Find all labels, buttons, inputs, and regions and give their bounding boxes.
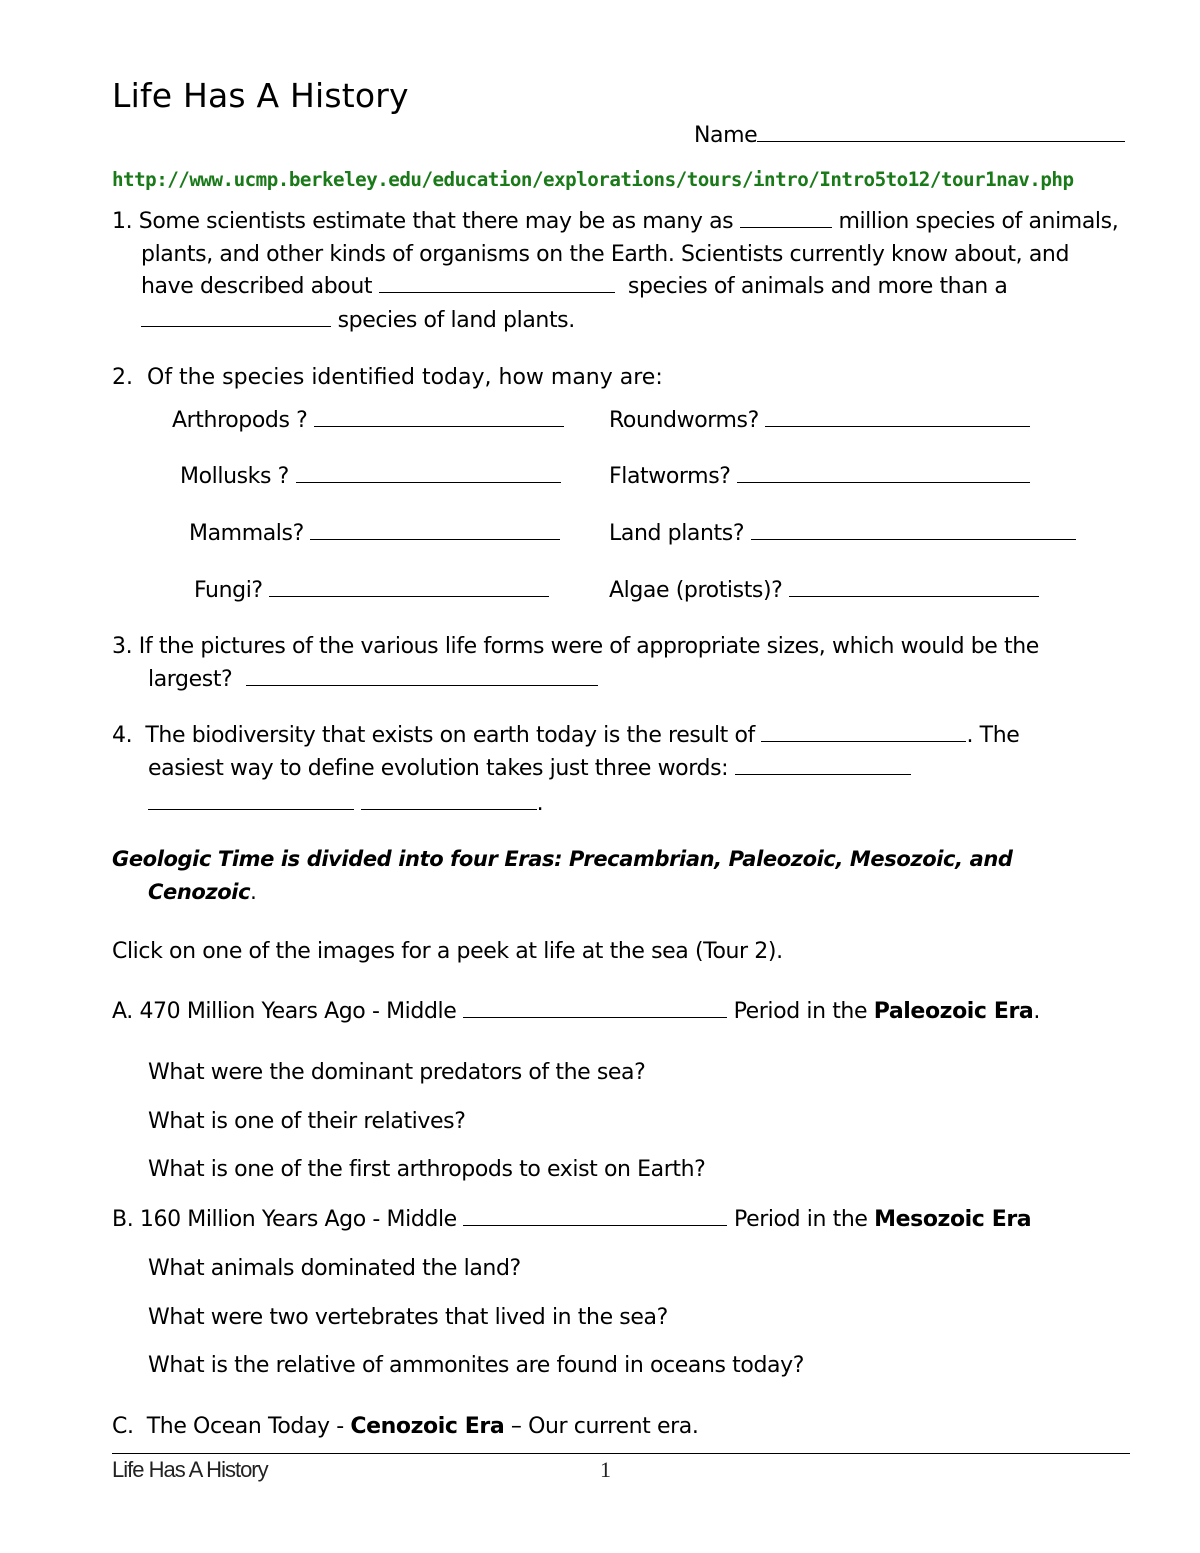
- section-b-text-a: B. 160 Million Years Ago - Middle: [112, 1207, 457, 1232]
- section-a-blank-period[interactable]: [463, 997, 727, 1018]
- footer-divider: [112, 1453, 1130, 1454]
- q4-blank-word-3[interactable]: [361, 789, 537, 810]
- section-b-question-3: What is the relative of ammonites are found in oceans today?: [148, 1353, 804, 1378]
- page-number: 1: [600, 1457, 611, 1482]
- q1-text-4: species of land plants.: [337, 308, 575, 333]
- q3-text-1: If the pictures of the various life forms were of appropriate sizes, which would be the: [138, 634, 1039, 659]
- q2-blank-algae[interactable]: [789, 576, 1039, 597]
- section-b-blank-period[interactable]: [463, 1205, 727, 1226]
- q4-text-2: easiest way to define evolution takes just three words:: [148, 756, 729, 781]
- section-a-question-2: What is one of their relatives?: [148, 1109, 466, 1134]
- q2-blank-mollusks[interactable]: [296, 462, 561, 483]
- q3-number: 3.: [112, 634, 133, 659]
- q2-blank-roundworms[interactable]: [765, 406, 1030, 427]
- q1-line-2: plants, and other kinds of organisms on the Earth. Scientists currently know about, and: [141, 242, 1070, 267]
- click-instruction: Click on one of the images for a peek at life at the sea (Tour 2).: [112, 939, 783, 964]
- q2-blank-flatworms[interactable]: [737, 462, 1030, 483]
- name-field[interactable]: [694, 120, 1125, 152]
- q1-text-1b: million species of animals,: [838, 209, 1119, 234]
- geologic-end: .: [250, 880, 257, 904]
- section-a-text-b: Period in the: [733, 999, 868, 1024]
- q4-blank-word-2[interactable]: [148, 789, 354, 810]
- q4-blank-result[interactable]: [761, 721, 966, 742]
- q1-line-1: [112, 206, 1118, 238]
- section-a-era: Paleozoic Era: [873, 999, 1034, 1024]
- q2-label-mollusks: Mollusks ?: [180, 464, 289, 489]
- q2-item-roundworms: [609, 405, 1030, 437]
- q1-line-3: [141, 271, 1008, 303]
- q2-item-land-plants: [609, 518, 1076, 550]
- name-blank[interactable]: [757, 121, 1125, 142]
- q2-item-flatworms: [609, 461, 1030, 493]
- q2-label-mammals: Mammals?: [189, 521, 304, 546]
- q3-line-2: [148, 664, 598, 696]
- q2-label-land-plants: Land plants?: [609, 521, 745, 546]
- q2-label-arthropods: Arthropods ?: [172, 408, 308, 433]
- section-a-era-end: .: [1033, 999, 1040, 1024]
- q1-line-4: [141, 305, 575, 337]
- q2-label-fungi: Fungi?: [194, 578, 263, 603]
- tour-url-link[interactable]: http://www.ucmp.berkeley.edu/education/explorations/tours/intro/Intro5to12/tour1nav.php: [112, 168, 1074, 191]
- q2-label-flatworms: Flatworms?: [609, 464, 731, 489]
- section-a-heading: [112, 996, 1040, 1028]
- q2-number: 2.: [112, 365, 133, 390]
- q2-item-algae: [609, 575, 1039, 607]
- q2-item-fungi: [194, 575, 549, 607]
- q2-item-arthropods: [172, 405, 564, 437]
- q4-text-1b: . The: [966, 723, 1020, 748]
- q4-text-1a: The biodiversity that exists on earth today is the result of: [145, 723, 755, 748]
- section-a-question-3: What is one of the first arthropods to exist on Earth?: [148, 1157, 706, 1182]
- section-b-heading: [112, 1204, 1031, 1236]
- q2-prompt: Of the species identified today, how many are:: [147, 365, 663, 390]
- section-b-question-1: What animals dominated the land?: [148, 1256, 521, 1281]
- geologic-line-2: [148, 876, 256, 908]
- section-c-text-a: C. The Ocean Today -: [112, 1414, 344, 1439]
- q2-prompt-line: [112, 362, 663, 394]
- section-c-era: Cenozoic Era: [350, 1414, 505, 1439]
- section-a-question-1: What were the dominant predators of the sea?: [148, 1060, 646, 1085]
- section-c-text-b: – Our current era.: [510, 1414, 699, 1439]
- q1-text-1a: Some scientists estimate that there may be as many as: [138, 209, 734, 234]
- section-b-question-2: What were two vertebrates that lived in the sea?: [148, 1305, 668, 1330]
- q4-line-3: [148, 788, 543, 820]
- q2-item-mammals: [189, 518, 560, 550]
- q2-blank-fungi[interactable]: [269, 576, 549, 597]
- q2-blank-mammals[interactable]: [310, 519, 560, 540]
- section-a-text-a: A. 470 Million Years Ago - Middle: [112, 999, 457, 1024]
- footer-title: Life Has A History: [112, 1457, 268, 1482]
- q4-number: 4.: [112, 723, 133, 748]
- q4-line-2: [148, 753, 911, 785]
- section-c-heading: [112, 1411, 698, 1443]
- page-title: Life Has A History: [112, 76, 409, 115]
- section-b-era: Mesozoic Era: [874, 1207, 1032, 1232]
- geologic-line-1: Geologic Time is divided into four Eras: Precambrian, Paleozoic, Mesozoic, and: [112, 847, 1013, 871]
- q1-blank-animals[interactable]: [379, 272, 615, 293]
- section-b-text-b: Period in the: [733, 1207, 868, 1232]
- q3-blank-largest[interactable]: [246, 665, 598, 686]
- q1-text-3a: have described about: [141, 274, 373, 299]
- q4-line-1: [112, 720, 1019, 752]
- q2-blank-arthropods[interactable]: [314, 406, 564, 427]
- q2-label-algae: Algae (protists)?: [609, 578, 783, 603]
- q1-blank-million[interactable]: [740, 207, 832, 228]
- q1-blank-plants[interactable]: [141, 306, 331, 327]
- q1-number: 1.: [112, 209, 133, 234]
- name-label: Name: [694, 123, 758, 148]
- q2-label-roundworms: Roundworms?: [609, 408, 759, 433]
- q1-text-3b: species of animals and more than a: [627, 274, 1008, 299]
- q4-text-3-end: .: [536, 791, 544, 816]
- q3-line-1: [112, 631, 1039, 663]
- geologic-cenozoic: Cenozoic: [148, 880, 251, 904]
- q2-blank-land-plants[interactable]: [751, 519, 1076, 540]
- q2-item-mollusks: [180, 461, 561, 493]
- q3-text-2: largest?: [148, 667, 233, 692]
- q4-blank-word-1[interactable]: [735, 754, 911, 775]
